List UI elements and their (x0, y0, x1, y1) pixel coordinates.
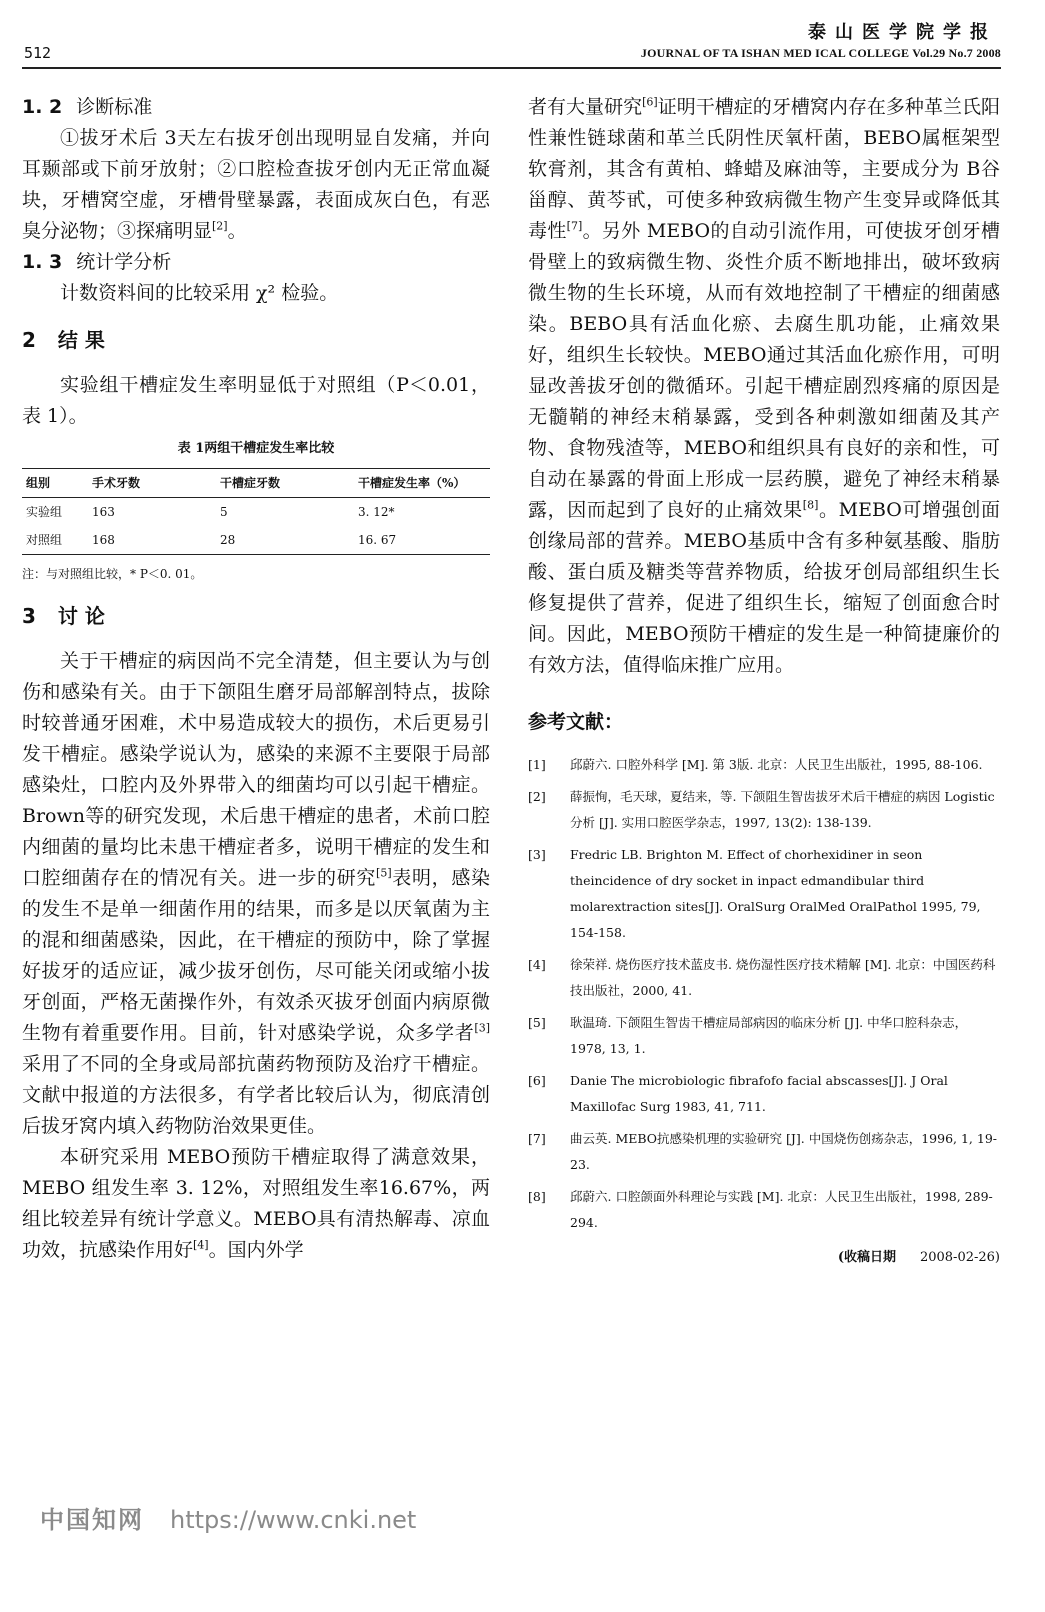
received-label: (收稿日期 (837, 1250, 896, 1265)
header-rule (22, 67, 1001, 69)
table-caption: 表 1两组干槽症发生率比较 (177, 441, 335, 456)
section-1-2-heading (22, 92, 490, 123)
text: 证明干槽症的牙槽窝内存在多种革兰氏阳性兼性链球菌和革兰氏阴性厌氧杆菌，BEBO属框架型软膏剂，其含有黄柏、蜂蜡及麻油等，主要成分为 B谷甾醇、黄芩甙，可使多种致病微生物产生变异或降低其毒性 (528, 96, 1000, 242)
statistics-paragraph: 计数资料间的比较采用 χ² 检验。 (60, 282, 339, 304)
journal-title-cn: 泰山医学院学报 (808, 22, 997, 43)
reference-item (528, 1126, 1000, 1178)
citation[interactable]: [8] (802, 498, 819, 512)
citation[interactable]: [5] (376, 866, 392, 880)
discussion-paragraph-1 (22, 646, 490, 1142)
text: 采用了不同的全身或局部抗菌药物预防及治疗干槽症。文献中报道的方法很多，有学者比较后认为，彻底清创后拔牙窝内填入药物防治效果更佳。 (22, 1053, 490, 1137)
reference-text: 邱蔚六. 口腔颌面外科理论与实践 [M]. 北京：人民卫生出版社，1998, 289-294. (570, 1189, 993, 1230)
section-1-3-heading (22, 247, 490, 278)
table-cell: 168 (92, 533, 115, 547)
table-cell: 163 (92, 505, 115, 519)
table-header: 组别 (26, 476, 51, 490)
text: 本研究采用 MEBO预防干槽症取得了满意效果，MEBO 组发生率 3. 12%，对照组发生率16.67%，两组比较差异有统计学意义。MEBO具有清热解毒、凉血功效，抗感染作用好 (22, 1146, 490, 1261)
journal-title-en: JOURNAL OF TA ISHAN MED ICAL COLLEGE Vol.29 No.7 2008 (640, 46, 1001, 60)
section-title: 讨 论 (57, 604, 105, 628)
text: 。另外 MEBO的自动引流作用，可使拔牙创牙槽骨壁上的致病微生物、炎性介质不断地排出，破坏致病微生物的生长环境，从而有效地控制了干槽症的细菌感染。BEBO具有活血化瘀、去腐生肌功能，止痛效果好，组织生长较快。MEBO通过其活血化瘀作用，可明显改善拔牙创的微循环。引起干槽症剧烈疼痛的原因是无髓鞘的神经末稍暴露，受到各种刺激如细菌及其产物、食物残渣等，MEBO和组织具有良好的亲和性，可自动在暴露的骨面上形成一层药膜，避免了神经末稍暴露，因而起到了良好的止痛效果 (528, 220, 1000, 521)
reference-text: Fredric LB. Brighton M. Effect of chorhexidiner in seon theincidence of dry socket in inpact edmandibular third molarextraction sites[J]. OralSurg OralMed OralPathol 1995, 79, 154-158. (570, 847, 981, 940)
table-header: 干槽症牙数 (220, 476, 281, 490)
table-cell: 16. 67 (358, 533, 397, 547)
reference-text: 曲云英. MEBO抗感染机理的实验研究 [J]. 中国烧伤创疡杂志，1996, 1, 19-23. (570, 1131, 998, 1172)
right-column (528, 92, 1000, 1273)
table-cell: 3. 12* (358, 505, 395, 519)
section-number: 1. 2 (22, 96, 63, 118)
reference-item (528, 1184, 1000, 1236)
reference-text: 薛振恂，毛天球，夏结来，等. 下颌阻生智齿拔牙术后干槽症的病因 Logistic分析 [J]. 实用口腔医学杂志，1997, 13(2): 138-139. (570, 789, 995, 830)
table-header: 干槽症发生率（%） (358, 476, 466, 490)
table-cell: 对照组 (26, 533, 63, 547)
results-paragraph: 实验组干槽症发生率明显低于对照组（P＜0.01，表 1）。 (22, 374, 490, 427)
reference-number: [3] (528, 847, 546, 862)
reference-item (528, 784, 1000, 836)
citation[interactable]: [2] (212, 219, 228, 233)
references-title: 参考文献： (528, 711, 624, 733)
section-number: 1. 3 (22, 251, 63, 273)
cnki-watermark (40, 1500, 416, 1535)
table-row (22, 526, 490, 555)
watermark-cn: 中国知网 (40, 1506, 144, 1534)
reference-text: 邱蔚六. 口腔外科学 [M]. 第 3版. 北京：人民卫生出版社，1995, 88-106. (570, 757, 983, 772)
table-cell: 5 (220, 505, 228, 519)
table-cell: 实验组 (26, 505, 63, 519)
text: 表明，感染的发生不是单一细菌作用的结果，而多是以厌氧菌为主的混和细菌感染，因此，在干槽症的预防中，除了掌握好拔牙的适应证，减少拔牙创伤，尽可能关闭或缩小拔牙创面，严格无菌操作外，有效杀灭拔牙创面内病原微生物有着重要作用。目前，针对感染学说，众多学者 (22, 867, 490, 1044)
reference-item (528, 1068, 1000, 1120)
reference-number: [1] (528, 757, 546, 772)
section-title: 统计学分析 (76, 251, 172, 273)
reference-item (528, 1010, 1000, 1062)
results-table (22, 468, 490, 555)
text: 者有大量研究 (528, 96, 643, 118)
reference-number: [6] (528, 1073, 546, 1088)
reference-number: [4] (528, 957, 546, 972)
table-cell: 28 (220, 533, 236, 547)
section-2-heading (22, 325, 490, 356)
section-number: 3 (22, 604, 36, 628)
table-note: 注：与对照组比较，* P＜0. 01。 (22, 567, 203, 581)
text: 关于干槽症的病因尚不完全清楚，但主要认为与创伤和感染有关。由于下颌阻生磨牙局部解剖特点，拔除时较普通牙困难，术中易造成较大的损伤，术后更易引发干槽症。感染学说认为，感染的来源不主要限于局部感染灶，口腔内及外界带入的细菌均可以引起干槽症。Brown等的研究发现，术后患干槽症的患者，术前口腔内细菌的量均比未患干槽症者多，说明干槽症的发生和口腔细菌存在的情况有关。进一步的研究 (22, 650, 490, 889)
reference-number: [2] (528, 789, 546, 804)
citation[interactable]: [4] (193, 1238, 209, 1252)
reference-text: 耿温琦. 下颌阻生智齿干槽症局部病因的临床分析 [J]. 中华口腔科杂志，1978, 13, 1. (570, 1015, 968, 1056)
left-column (22, 92, 490, 1266)
reference-number: [5] (528, 1015, 546, 1030)
section-number: 2 (22, 328, 36, 352)
citation[interactable]: [7] (566, 219, 583, 233)
received-date-value: 2008-02-26) (919, 1250, 1000, 1265)
reference-number: [8] (528, 1189, 546, 1204)
reference-text: Danie The microbiologic fibrafofo facial abscasses[J]. J Oral Maxillofac Surg 1983, 41, 711. (570, 1073, 948, 1114)
page-number: 512 (24, 44, 52, 62)
reference-text: 徐荣祥. 烧伤医疗技术蓝皮书. 烧伤湿性医疗技术精解 [M]. 北京：中国医药科技出版社，2000, 41. (570, 957, 996, 998)
text: 。MEBO可增强创面创缘局部的营养。MEBO基质中含有多种氨基酸、脂肪酸、蛋白质及糖类等营养物质，给拔牙创局部组织生长修复提供了营养，促进了组织生长，缩短了创面愈合时间。因此，MEBO预防干槽症的发生是一种简捷廉价的有效方法，值得临床推广应用。 (528, 499, 1000, 676)
table-row (22, 498, 490, 527)
received-date (528, 1242, 1000, 1273)
text: 。 (227, 220, 247, 242)
reference-number: [7] (528, 1131, 546, 1146)
section-title: 诊断标准 (76, 96, 153, 118)
table-header-row (22, 469, 490, 498)
section-title: 结 果 (57, 328, 105, 352)
discussion-paragraph-3 (528, 92, 1000, 681)
section-3-heading (22, 601, 490, 632)
reference-item (528, 842, 1000, 946)
reference-item (528, 952, 1000, 1004)
table-header: 手术牙数 (92, 476, 141, 490)
citation[interactable]: [3] (474, 1021, 490, 1035)
diagnosis-paragraph (22, 123, 490, 247)
citation[interactable]: [6] (642, 95, 658, 109)
text: 。国内外学 (208, 1239, 304, 1261)
text: ①拔牙术后 3天左右拔牙创出现明显自发痛，并向耳颞部或下前牙放射；②口腔检查拔牙创内无正常血凝块，牙槽窝空虚，牙槽骨壁暴露，表面成灰白色，有恶臭分泌物；③探痛明显 (22, 127, 490, 242)
discussion-paragraph-2 (22, 1142, 490, 1266)
reference-item (528, 752, 1000, 778)
watermark-url[interactable]: https://www.cnki.net (170, 1506, 417, 1534)
